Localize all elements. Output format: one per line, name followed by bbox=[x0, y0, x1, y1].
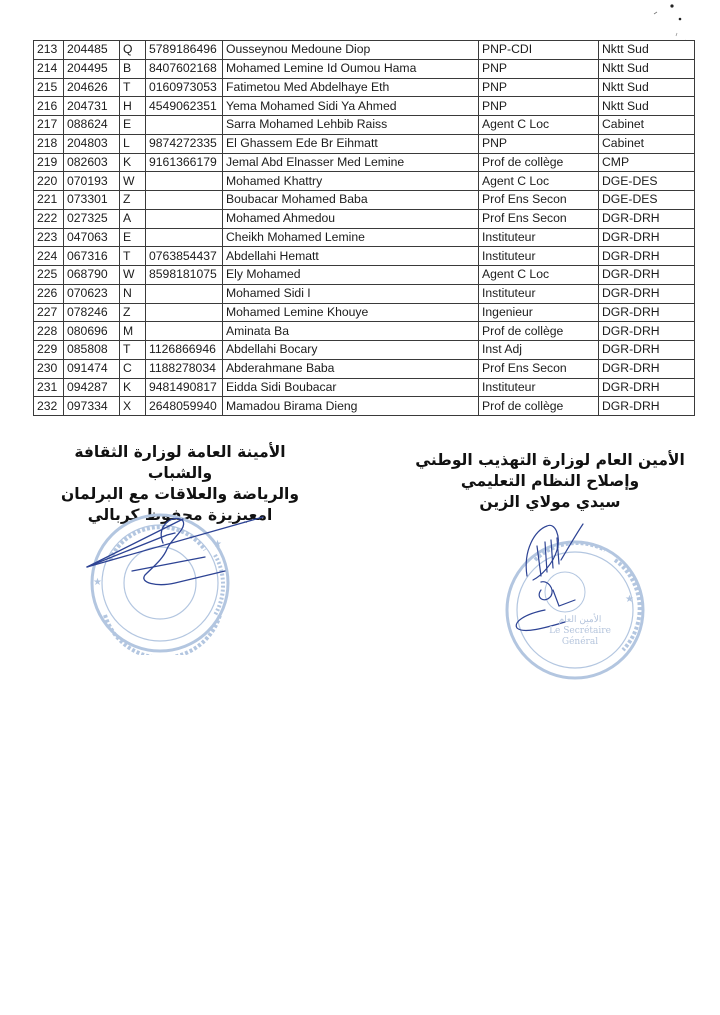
svg-text:★: ★ bbox=[625, 594, 634, 605]
full-name-cell: Mohamed Ahmedou bbox=[223, 209, 479, 228]
key-letter-cell: K bbox=[120, 153, 146, 172]
function-cell: Agent C Loc bbox=[479, 266, 599, 285]
unit-cell: Nktt Sud bbox=[599, 97, 695, 116]
full-name-cell: Ousseynou Medoune Diop bbox=[223, 41, 479, 60]
key-letter-cell: B bbox=[120, 59, 146, 78]
scan-specks bbox=[640, 0, 720, 40]
matricule-cell: 204626 bbox=[64, 78, 120, 97]
full-name-cell: Sarra Mohamed Lehbib Raiss bbox=[223, 116, 479, 135]
right-signatory-line: وإصلاح النظام التعليمي bbox=[460, 472, 640, 490]
row-number-cell: 224 bbox=[34, 247, 64, 266]
key-letter-cell: W bbox=[120, 266, 146, 285]
full-name-cell: Abdellahi Bocary bbox=[223, 341, 479, 360]
key-letter-cell: H bbox=[120, 97, 146, 116]
key-letter-cell: Q bbox=[120, 41, 146, 60]
matricule-cell: 068790 bbox=[64, 266, 120, 285]
key-letter-cell: A bbox=[120, 209, 146, 228]
function-cell: PNP bbox=[479, 134, 599, 153]
unit-cell: DGR-DRH bbox=[599, 303, 695, 322]
table-row bbox=[34, 359, 695, 378]
key-letter-cell: Z bbox=[120, 191, 146, 210]
matricule-cell: 070623 bbox=[64, 284, 120, 303]
nni-cell: 0763854437 bbox=[146, 247, 223, 266]
svg-text:★: ★ bbox=[213, 539, 222, 550]
row-number-cell: 232 bbox=[34, 397, 64, 416]
left-signatory-name: امعيزيزة محفوظ كربالي bbox=[87, 506, 273, 524]
key-letter-cell: W bbox=[120, 172, 146, 191]
unit-cell: DGE-DES bbox=[599, 191, 695, 210]
table-row bbox=[34, 209, 695, 228]
left-signatory-line: الأمينة العامة لوزارة الثقافة والشباب bbox=[74, 443, 286, 482]
function-cell: Agent C Loc bbox=[479, 172, 599, 191]
function-cell: Ingenieur bbox=[479, 303, 599, 322]
key-letter-cell: M bbox=[120, 322, 146, 341]
row-number-cell: 231 bbox=[34, 378, 64, 397]
function-cell: Instituteur bbox=[479, 284, 599, 303]
matricule-cell: 097334 bbox=[64, 397, 120, 416]
table-row bbox=[34, 59, 695, 78]
function-cell: Prof de collège bbox=[479, 153, 599, 172]
full-name-cell: Eidda Sidi Boubacar bbox=[223, 378, 479, 397]
matricule-cell: 204803 bbox=[64, 134, 120, 153]
table-row bbox=[34, 341, 695, 360]
full-name-cell: Abdellahi Hematt bbox=[223, 247, 479, 266]
right-stamp-caption-fr2: Général bbox=[561, 637, 599, 647]
matricule-cell: 204731 bbox=[64, 97, 120, 116]
key-letter-cell: T bbox=[120, 78, 146, 97]
nni-cell: 8598181075 bbox=[146, 266, 223, 285]
right-stamp-and-signature bbox=[475, 510, 665, 680]
nni-cell bbox=[146, 284, 223, 303]
row-number-cell: 216 bbox=[34, 97, 64, 116]
full-name-cell: Mohamed Lemine Khouye bbox=[223, 303, 479, 322]
nni-cell: 8407602168 bbox=[146, 59, 223, 78]
nni-cell bbox=[146, 322, 223, 341]
nni-cell: 9481490817 bbox=[146, 378, 223, 397]
matricule-cell: 078246 bbox=[64, 303, 120, 322]
right-official-stamp bbox=[507, 542, 643, 678]
full-name-cell: Mohamed Sidi I bbox=[223, 284, 479, 303]
nni-cell: 9161366179 bbox=[146, 153, 223, 172]
table-row bbox=[34, 378, 695, 397]
full-name-cell: Fatimetou Med Abdelhaye Eth bbox=[223, 78, 479, 97]
function-cell: Instituteur bbox=[479, 228, 599, 247]
nni-cell bbox=[146, 116, 223, 135]
key-letter-cell: X bbox=[120, 397, 146, 416]
unit-cell: Nktt Sud bbox=[599, 78, 695, 97]
row-number-cell: 213 bbox=[34, 41, 64, 60]
personnel-table-body bbox=[34, 41, 695, 416]
table-row bbox=[34, 41, 695, 60]
left-signatory-line: والرياضة والعلاقات مع البرلمان bbox=[61, 485, 299, 503]
right-signatory-title bbox=[400, 450, 700, 513]
full-name-cell: El Ghassem Ede Br Eihmatt bbox=[223, 134, 479, 153]
function-cell: Instituteur bbox=[479, 247, 599, 266]
full-name-cell: Yema Mohamed Sidi Ya Ahmed bbox=[223, 97, 479, 116]
table-row bbox=[34, 78, 695, 97]
row-number-cell: 215 bbox=[34, 78, 64, 97]
nni-cell bbox=[146, 191, 223, 210]
unit-cell: DGE-DES bbox=[599, 172, 695, 191]
right-stamp-caption-fr1: Le Secrétaire bbox=[549, 626, 611, 636]
row-number-cell: 214 bbox=[34, 59, 64, 78]
table-row bbox=[34, 322, 695, 341]
table-row bbox=[34, 172, 695, 191]
table-row bbox=[34, 153, 695, 172]
function-cell: PNP-CDI bbox=[479, 41, 599, 60]
full-name-cell: Mohamed Lemine Id Oumou Hama bbox=[223, 59, 479, 78]
nni-cell bbox=[146, 303, 223, 322]
function-cell: PNP bbox=[479, 78, 599, 97]
full-name-cell: Ely Mohamed bbox=[223, 266, 479, 285]
key-letter-cell: E bbox=[120, 116, 146, 135]
function-cell: Prof de collège bbox=[479, 322, 599, 341]
matricule-cell: 088624 bbox=[64, 116, 120, 135]
function-cell: Inst Adj bbox=[479, 341, 599, 360]
matricule-cell: 094287 bbox=[64, 378, 120, 397]
unit-cell: DGR-DRH bbox=[599, 209, 695, 228]
right-stamp-caption-ar: الأمين العام bbox=[558, 615, 602, 625]
key-letter-cell: N bbox=[120, 284, 146, 303]
row-number-cell: 229 bbox=[34, 341, 64, 360]
nni-cell: 4549062351 bbox=[146, 97, 223, 116]
row-number-cell: 221 bbox=[34, 191, 64, 210]
table-row bbox=[34, 266, 695, 285]
key-letter-cell: T bbox=[120, 247, 146, 266]
full-name-cell: Jemal Abd Elnasser Med Lemine bbox=[223, 153, 479, 172]
key-letter-cell: Z bbox=[120, 303, 146, 322]
table-row bbox=[34, 228, 695, 247]
matricule-cell: 027325 bbox=[64, 209, 120, 228]
full-name-cell: Abderahmane Baba bbox=[223, 359, 479, 378]
row-number-cell: 223 bbox=[34, 228, 64, 247]
full-name-cell: Cheikh Mohamed Lemine bbox=[223, 228, 479, 247]
row-number-cell: 225 bbox=[34, 266, 64, 285]
row-number-cell: 220 bbox=[34, 172, 64, 191]
row-number-cell: 217 bbox=[34, 116, 64, 135]
unit-cell: DGR-DRH bbox=[599, 359, 695, 378]
matricule-cell: 070193 bbox=[64, 172, 120, 191]
full-name-cell: Boubacar Mohamed Baba bbox=[223, 191, 479, 210]
unit-cell: DGR-DRH bbox=[599, 397, 695, 416]
row-number-cell: 218 bbox=[34, 134, 64, 153]
nni-cell: 2648059940 bbox=[146, 397, 223, 416]
unit-cell: DGR-DRH bbox=[599, 266, 695, 285]
matricule-cell: 080696 bbox=[64, 322, 120, 341]
row-number-cell: 228 bbox=[34, 322, 64, 341]
matricule-cell: 204495 bbox=[64, 59, 120, 78]
matricule-cell: 082603 bbox=[64, 153, 120, 172]
unit-cell: Cabinet bbox=[599, 134, 695, 153]
row-number-cell: 219 bbox=[34, 153, 64, 172]
unit-cell: DGR-DRH bbox=[599, 378, 695, 397]
unit-cell: Cabinet bbox=[599, 116, 695, 135]
key-letter-cell: C bbox=[120, 359, 146, 378]
nni-cell bbox=[146, 209, 223, 228]
table-row bbox=[34, 116, 695, 135]
function-cell: Prof Ens Secon bbox=[479, 191, 599, 210]
unit-cell: DGR-DRH bbox=[599, 228, 695, 247]
right-stamp-caption bbox=[545, 615, 615, 648]
matricule-cell: 073301 bbox=[64, 191, 120, 210]
matricule-cell: 067316 bbox=[64, 247, 120, 266]
table-row bbox=[34, 284, 695, 303]
full-name-cell: Mohamed Khattry bbox=[223, 172, 479, 191]
table-row bbox=[34, 397, 695, 416]
unit-cell: DGR-DRH bbox=[599, 322, 695, 341]
function-cell: Instituteur bbox=[479, 378, 599, 397]
matricule-cell: 091474 bbox=[64, 359, 120, 378]
key-letter-cell: K bbox=[120, 378, 146, 397]
matricule-cell: 204485 bbox=[64, 41, 120, 60]
unit-cell: DGR-DRH bbox=[599, 247, 695, 266]
nni-cell bbox=[146, 172, 223, 191]
nni-cell: 0160973053 bbox=[146, 78, 223, 97]
matricule-cell: 047063 bbox=[64, 228, 120, 247]
full-name-cell: Aminata Ba bbox=[223, 322, 479, 341]
unit-cell: DGR-DRH bbox=[599, 284, 695, 303]
table-row bbox=[34, 191, 695, 210]
nni-cell: 9874272335 bbox=[146, 134, 223, 153]
table-row bbox=[34, 247, 695, 266]
function-cell: Prof Ens Secon bbox=[479, 359, 599, 378]
nni-cell bbox=[146, 228, 223, 247]
function-cell: Prof Ens Secon bbox=[479, 209, 599, 228]
matricule-cell: 085808 bbox=[64, 341, 120, 360]
unit-cell: Nktt Sud bbox=[599, 59, 695, 78]
unit-cell: DGR-DRH bbox=[599, 341, 695, 360]
svg-text:★: ★ bbox=[93, 577, 102, 588]
table-row bbox=[34, 303, 695, 322]
nni-cell: 1126866946 bbox=[146, 341, 223, 360]
right-signatory-name: سيدي مولاي الزين bbox=[479, 493, 621, 511]
function-cell: Prof de collège bbox=[479, 397, 599, 416]
left-stamp-and-signature bbox=[75, 505, 275, 655]
row-number-cell: 227 bbox=[34, 303, 64, 322]
row-number-cell: 230 bbox=[34, 359, 64, 378]
function-cell: PNP bbox=[479, 59, 599, 78]
nni-cell: 5789186496 bbox=[146, 41, 223, 60]
unit-cell: Nktt Sud bbox=[599, 41, 695, 60]
table-row bbox=[34, 134, 695, 153]
row-number-cell: 222 bbox=[34, 209, 64, 228]
function-cell: PNP bbox=[479, 97, 599, 116]
key-letter-cell: E bbox=[120, 228, 146, 247]
personnel-table bbox=[33, 40, 695, 416]
key-letter-cell: L bbox=[120, 134, 146, 153]
nni-cell: 1188278034 bbox=[146, 359, 223, 378]
full-name-cell: Mamadou Birama Dieng bbox=[223, 397, 479, 416]
row-number-cell: 226 bbox=[34, 284, 64, 303]
function-cell: Agent C Loc bbox=[479, 116, 599, 135]
table-row bbox=[34, 97, 695, 116]
unit-cell: CMP bbox=[599, 153, 695, 172]
right-signatory-line: الأمين العام لوزارة التهذيب الوطني bbox=[415, 451, 685, 469]
key-letter-cell: T bbox=[120, 341, 146, 360]
